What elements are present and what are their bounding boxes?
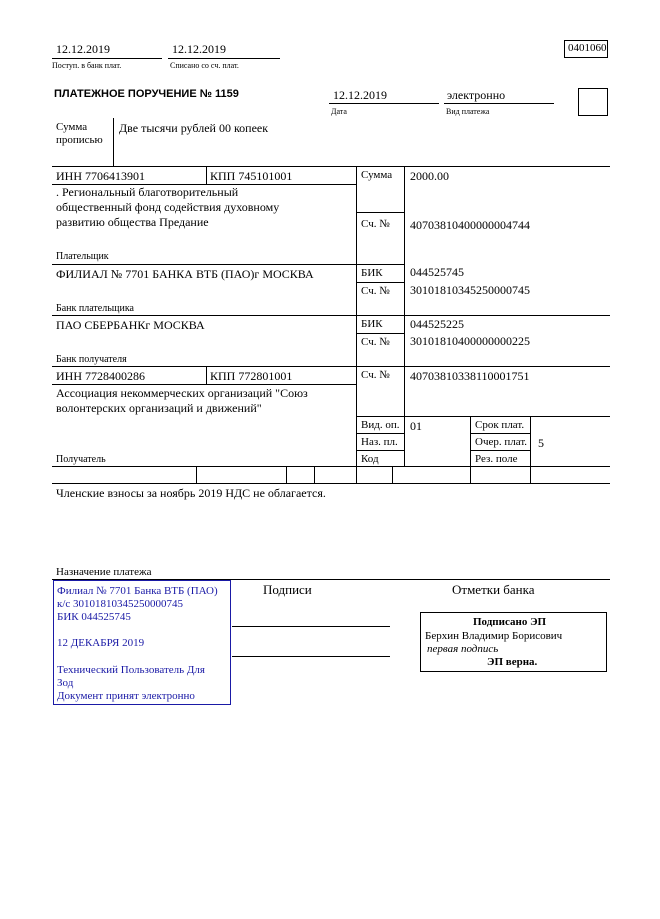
payer-bik-label: БИК bbox=[361, 267, 383, 279]
purpose-label: Назначение платежа bbox=[56, 566, 152, 578]
order-date: 12.12.2019 bbox=[333, 88, 387, 102]
purpose-code-label: Наз. пл. bbox=[361, 436, 398, 448]
page-title: ПЛАТЕЖНОЕ ПОРУЧЕНИЕ № 1159 bbox=[54, 88, 239, 100]
reserve-label: Рез. поле bbox=[475, 453, 518, 465]
stamp-line-2: к/с 30101810345250000745 bbox=[57, 598, 184, 610]
bank-marks-label: Отметки банка bbox=[452, 582, 535, 597]
esign-status: ЭП верна. bbox=[487, 656, 538, 668]
amount-words-label-1: Сумма bbox=[56, 121, 88, 133]
recipient-name: Ассоциация некоммерческих организаций "Союз волонтерских организаций и движений" bbox=[56, 386, 308, 415]
debited-label: Списано со сч. плат. bbox=[170, 61, 239, 70]
priority-value: 5 bbox=[538, 436, 544, 450]
sum-label: Сумма bbox=[361, 169, 393, 181]
payer-account: 40703810400000004744 bbox=[410, 218, 530, 232]
recipient-corr-account-label: Сч. № bbox=[361, 336, 390, 348]
bank-stamp bbox=[53, 580, 231, 705]
payer-label: Плательщик bbox=[56, 251, 109, 262]
priority-label: Очер. плат. bbox=[475, 436, 528, 448]
signature-line-1 bbox=[232, 626, 390, 627]
purpose-text: Членские взносы за ноябрь 2019 НДС не облагается. bbox=[56, 486, 326, 500]
recipient-bank-label: Банк получателя bbox=[56, 354, 127, 365]
amount-words-label-2: прописью bbox=[56, 134, 103, 146]
payment-type-label: Вид платежа bbox=[446, 107, 490, 116]
recipient-kpp: КПП 772801001 bbox=[210, 369, 293, 383]
payer-account-label: Сч. № bbox=[361, 218, 390, 230]
amount-words-value: Две тысячи рублей 00 копеек bbox=[119, 121, 269, 135]
debited-date: 12.12.2019 bbox=[172, 42, 226, 56]
term-label: Срок плат. bbox=[475, 419, 525, 431]
sum-value: 2000.00 bbox=[410, 169, 449, 183]
order-date-label: Дата bbox=[331, 107, 347, 116]
payer-bank-label: Банк плательщика bbox=[56, 303, 134, 314]
stamp-line-6: Документ принят электронно bbox=[57, 690, 195, 702]
payment-type-code-box bbox=[578, 88, 608, 116]
code-label: Код bbox=[361, 453, 379, 465]
recipient-bank: ПАО СБЕРБАНКг МОСКВА bbox=[56, 318, 205, 332]
form-code-box bbox=[564, 40, 608, 58]
payer-name: . Региональный благотворительный общественный фонд содействия духовному развитию общества Предание bbox=[56, 185, 280, 229]
received-date: 12.12.2019 bbox=[56, 42, 110, 56]
form-code: 0401060 bbox=[568, 42, 607, 54]
recipient-inn: ИНН 7728400286 bbox=[56, 369, 145, 383]
payer-corr-account-label: Сч. № bbox=[361, 285, 390, 297]
recipient-account: 40703810338110001751 bbox=[410, 369, 530, 383]
received-label: Поступ. в банк плат. bbox=[52, 61, 122, 70]
signature-line-2 bbox=[232, 656, 390, 657]
stamp-date: 12 ДЕКАБРЯ 2019 bbox=[57, 637, 145, 649]
recipient-corr-account: 30101810400000000225 bbox=[410, 334, 530, 348]
payer-corr-account: 30101810345250000745 bbox=[410, 283, 530, 297]
payer-inn: ИНН 7706413901 bbox=[56, 169, 145, 183]
esign-role: первая подпись bbox=[427, 643, 499, 655]
recipient-label: Получатель bbox=[56, 454, 106, 465]
payer-kpp: КПП 745101001 bbox=[210, 169, 293, 183]
payment-type: электронно bbox=[447, 88, 506, 102]
esign-box bbox=[420, 612, 607, 672]
payer-bank: ФИЛИАЛ № 7701 БАНКА ВТБ (ПАО)г МОСКВА bbox=[56, 267, 314, 281]
esign-title: Подписано ЭП bbox=[473, 616, 547, 628]
stamp-line-3: БИК 044525745 bbox=[57, 611, 131, 623]
payer-bik: 044525745 bbox=[410, 265, 464, 279]
recipient-bik: 044525225 bbox=[410, 317, 464, 331]
stamp-line-1: Филиал № 7701 Банка ВТБ (ПАО) bbox=[57, 585, 218, 597]
recipient-account-label: Сч. № bbox=[361, 369, 390, 381]
op-type-value: 01 bbox=[410, 419, 422, 433]
stamp-line-5: Зод bbox=[57, 677, 74, 689]
signatures-label: Подписи bbox=[263, 582, 312, 597]
recipient-bik-label: БИК bbox=[361, 318, 383, 330]
stamp-line-4: Технический Пользователь Для bbox=[57, 664, 205, 676]
esign-name: Берхин Владимир Борисович bbox=[425, 630, 563, 642]
op-type-label: Вид. оп. bbox=[361, 419, 400, 431]
